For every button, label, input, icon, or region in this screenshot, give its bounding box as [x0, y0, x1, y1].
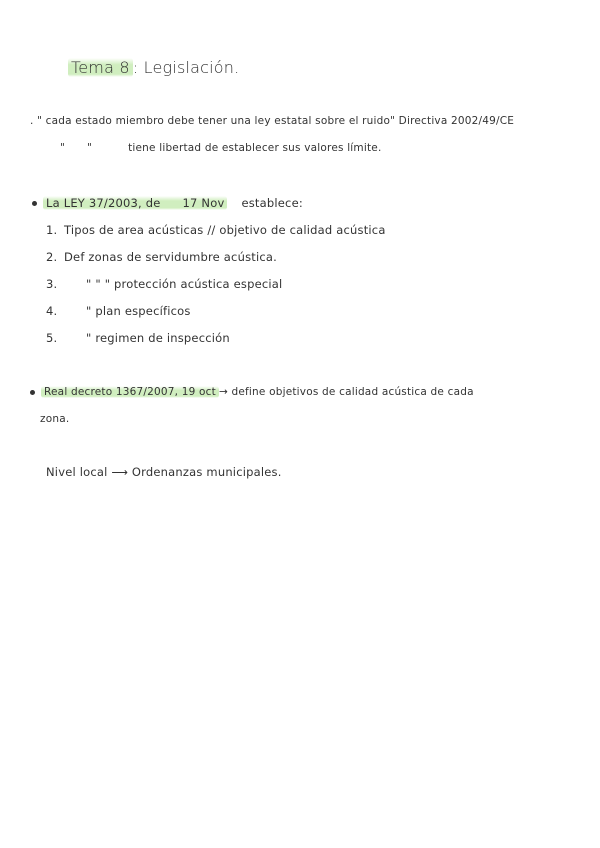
- ley-highlight: [43, 196, 227, 210]
- ley-title: La LEY 37/2003, de: [46, 196, 161, 210]
- ley-item-number: 4.: [46, 304, 58, 318]
- ley-item-text: Def zonas de servidumbre acústica.: [64, 250, 277, 264]
- real-decreto-rest: → define objetivos de calidad acústica de cada: [218, 386, 474, 398]
- nivel-local-line: Nivel local ⟶ Ordenanzas municipales.: [46, 465, 282, 479]
- ley-item-text: " plan específicos: [86, 304, 191, 318]
- page-title: [68, 58, 239, 77]
- title-rest: : Legislación.: [132, 58, 240, 77]
- ley-rest: establece:: [241, 196, 303, 210]
- real-decreto-highlight: Real decreto 1367/2007, 19 oct: [41, 386, 219, 398]
- ley-item: [46, 277, 282, 291]
- ley-item-text: " regimen de inspección: [86, 331, 230, 345]
- title-tema-highlight: Tema 8: [68, 58, 133, 77]
- ley-heading: [32, 196, 303, 210]
- quote-line-1: . " cada estado miembro debe tener una ley estatal sobre el ruido" Directiva 2002/49/CE: [30, 115, 515, 127]
- ley-item-number: 5.: [46, 331, 58, 345]
- ditto-mark-1: ": [60, 142, 66, 154]
- quote-line-2: [60, 142, 382, 154]
- real-decreto-line-2: zona.: [40, 413, 70, 425]
- ley-item: [46, 304, 191, 318]
- ley-item: [46, 331, 230, 345]
- ley-item-number: 3.: [46, 277, 58, 291]
- ditto-mark-2: ": [87, 142, 93, 154]
- quote-line-2-text: tiene libertad de establecer sus valores límite.: [128, 142, 382, 154]
- bullet-icon: [30, 390, 35, 395]
- ley-date: 17 Nov: [182, 196, 225, 210]
- ley-item-number: 1.: [46, 223, 58, 237]
- ley-item-number: 2.: [46, 250, 58, 264]
- ley-item-text: Tipos de area acústicas // objetivo de calidad acústica: [64, 223, 386, 237]
- ley-item: [46, 250, 277, 264]
- real-decreto-line-1: [30, 386, 474, 398]
- ley-item-text: " " " protección acústica especial: [86, 277, 283, 291]
- bullet-icon: [32, 201, 37, 206]
- ley-item: [46, 223, 386, 237]
